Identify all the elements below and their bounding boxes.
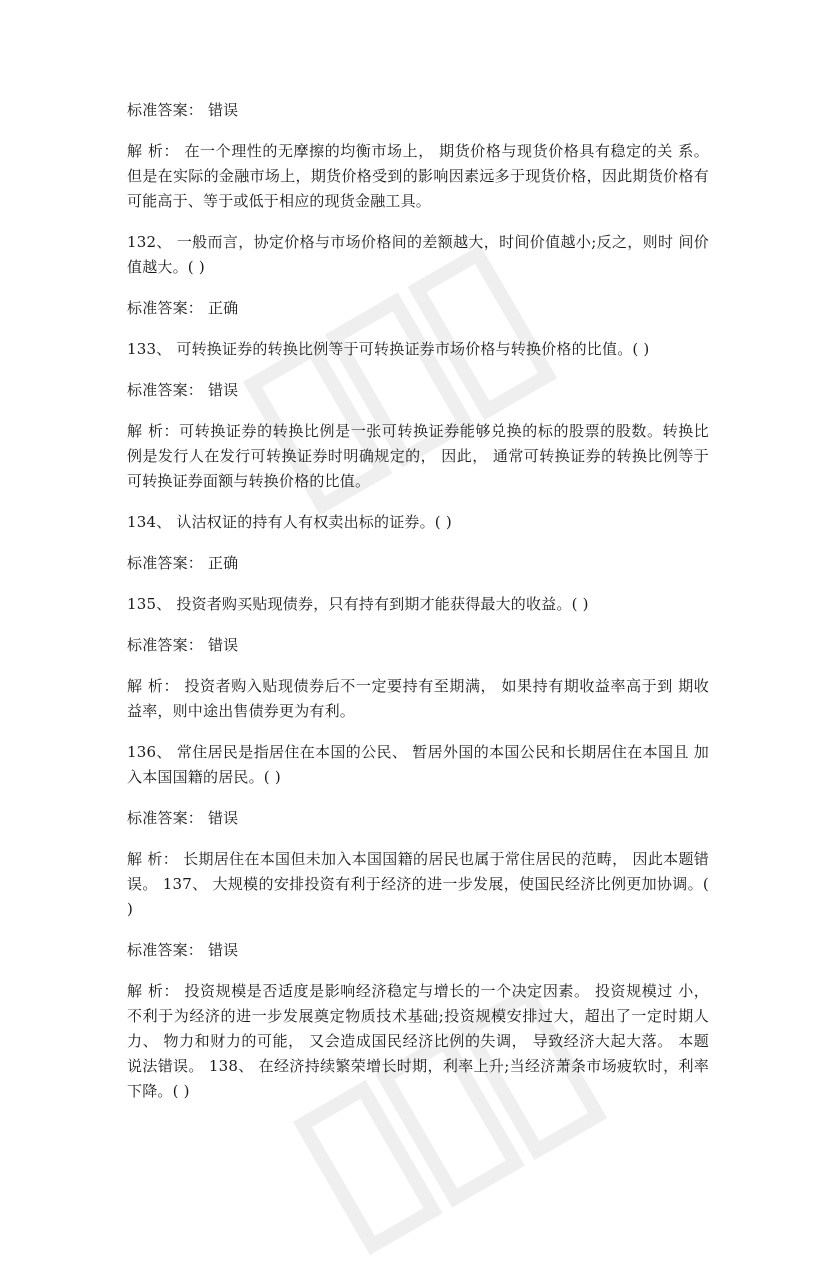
explanation-paragraph: 解 析： 在一个理性的无摩擦的均衡市场上， 期货价格与现货价格具有稳定的关 系。但是在实际的金融市场上，期货价格受到的影响因素远多于现货价格，因此期货价格有 可能高于、等于或低于相应的现货金融工具。: [127, 142, 714, 210]
answer-line: 标准答案： 错误: [127, 636, 239, 654]
explanation-paragraph: 解 析： 投资者购入贴现债券后不一定要持有至期满， 如果持有期收益率高于到 期收益率，则中途出售债券更为有利。: [127, 677, 709, 720]
question-134: 134、 认沽权证的持有人有权卖出标的证券。( ): [127, 513, 452, 531]
question-132: 132、 一般而言，协定价格与市场价格间的差额越大，时间价值越小;反之，则时 间价值越大。( ): [127, 233, 709, 276]
answer-line: 标准答案： 正确: [127, 554, 239, 572]
answer-line: 标准答案： 正确: [127, 299, 239, 317]
explanation-paragraph: 解 析：可转换证券的转换比例是一张可转换证券能够兑换的标的股票的股数。转换比例是发行人在发行可转换证券时明确规定的， 因此， 通常可转换证券的转换比例等于 可转换证券面额与转换价格的比值。: [127, 422, 714, 490]
question-135: 135、 投资者购买贴现债券，只有持有到期才能获得最大的收益。( ): [127, 595, 589, 613]
answer-line: 标准答案： 错误: [127, 381, 239, 399]
answer-line: 标准答案： 错误: [127, 941, 239, 959]
answer-line: 标准答案： 错误: [127, 101, 239, 119]
explanation-paragraph: 解 析： 长期居住在本国但未加入本国国籍的居民也属于常住居民的范畴， 因此本题错误。 137、 大规模的安排投资有利于经济的进一步发展，使国民经济比例更加协调。( ): [127, 850, 714, 918]
explanation-paragraph: 解 析： 投资规模是否适度是影响经济稳定与增长的一个决定因素。 投资规模过 小，不利于为经济的进一步发展奠定物质技术基础;投资规模安排过大，超出了一定时期人 力、 物力和财力的可能， 又会造成国民经济比例的失调， 导致经济大起大落。 本题说法错误。 138、 在经济持续繁荣增长时期，利率上升;当经济萧条市场疲软时，利率下降。( ): [127, 982, 714, 1100]
question-136: 136、 常住居民是指居住在本国的公民、 暂居外国的本国公民和长期居住在本国且 加入本国国籍的居民。( ): [127, 743, 709, 786]
answer-line: 标准答案： 错误: [127, 809, 239, 827]
document-body: [127, 98, 714, 1120]
question-133: 133、 可转换证券的转换比例等于可转换证券市场价格与转换价格的比值。( ): [127, 340, 650, 358]
